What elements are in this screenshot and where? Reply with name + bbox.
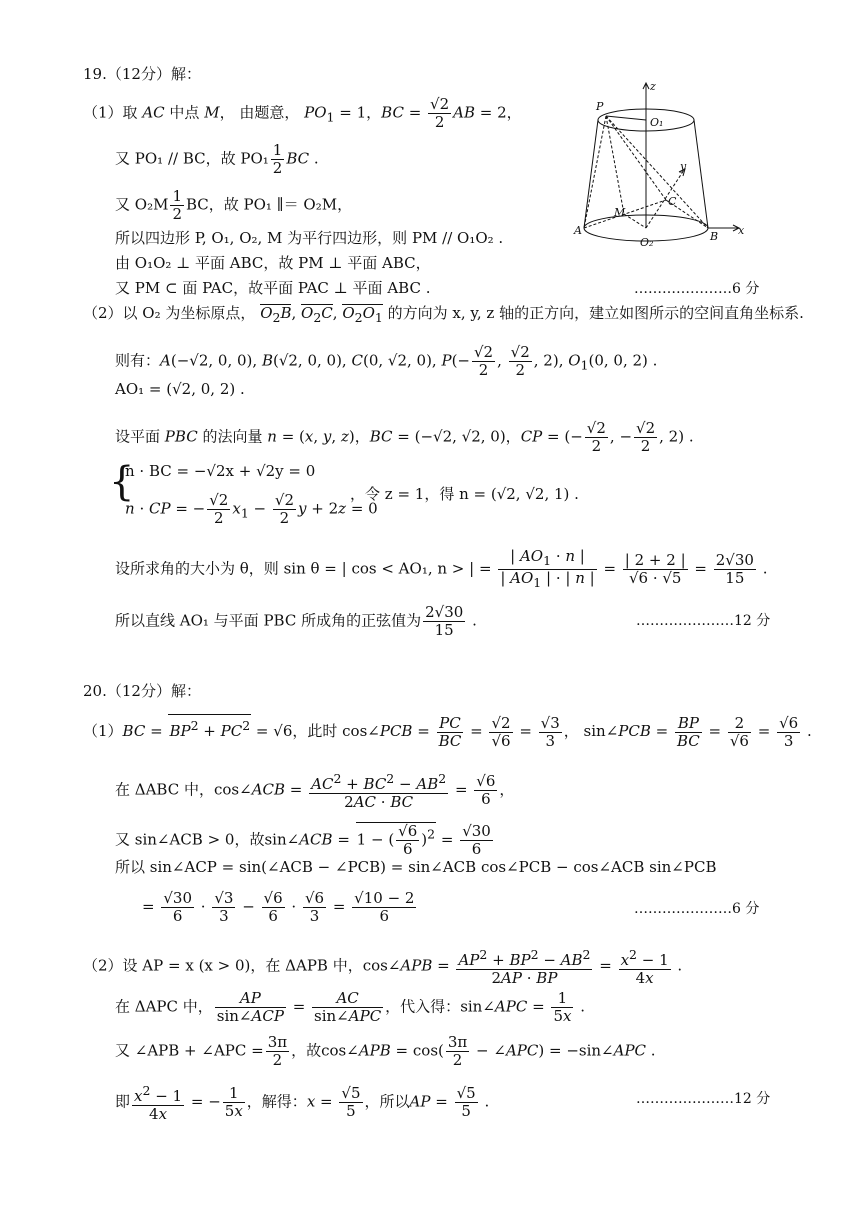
q20-p1-line2: 在 ΔABC 中，cos∠ACB = $\frac{AC^2 + BC^2 - AB^2}{2AC \cdot BC}$ = $\frac{√6}{6}$ ， xyxy=(115,771,515,811)
q19-p1-line5: 由 O₁O₂ ⊥ 平面 ABC，故 PM ⊥ 平面 ABC， xyxy=(115,254,431,272)
q20-p2-line3: 又 ∠APB + ∠APC = $\frac{3\pi}{2}$ ，故cos∠APB = cos( $\frac{3\pi}{2}$ − ∠APC) = −sin∠APC . xyxy=(115,1033,656,1069)
q19-p1-line4: 所以四边形 P, O₁, O₂, M 为平行四边形，则 PM // O₁O₂ . xyxy=(115,229,504,247)
q19-header: 19.（12分）解： xyxy=(83,65,201,83)
q19-p2-normal: 设平面 PBC 的法向量 n = (x, y, z)，BC = (−√2, √2, 0)，CP = (− $\frac{√2}{2}$ , − $\frac{√2}{2}$ , 2) . xyxy=(115,419,694,455)
q19-score-6: …………………6 分 xyxy=(634,281,760,297)
system-brace: { xyxy=(109,459,135,505)
figure-label-p: P xyxy=(596,100,604,113)
q19-p1-line2: 又 PO₁ // BC，故 PO₁ $\frac{1}{2}$ BC . xyxy=(115,141,319,177)
q20-p1-line4: 所以 sin∠ACP = sin(∠ACB − ∠PCB) = sin∠ACB cos∠PCB − cos∠ACB sin∠PCB xyxy=(115,858,717,876)
q20-score-6: …………………6 分 xyxy=(634,901,760,917)
q19-p2-coords: 则有：A(−√2, 0, 0), B(√2, 0, 0), C(0, √2, 0), P(− $\frac{√2}{2}$ , $\frac{√2}{2}$ , 2), $O_1(0$, 0, 2) . xyxy=(115,343,658,379)
q19-system-solution: ，令 z = 1，得 n = (√2, √2, 1) . xyxy=(350,485,579,503)
figure-label-m: M xyxy=(614,206,626,219)
q20-score-12: …………………12 分 xyxy=(636,1091,771,1107)
figure-label-x: x xyxy=(738,224,745,237)
q19-conclusion: 所以直线 AO₁ 与平面 PBC 所成角的正弦值为 $\frac{2√30}{15}$ . xyxy=(115,603,477,639)
q20-p1-line1: $(1)BC = BP^2 + PC^2 = √6$，此时 cos∠PCB = $\frac{PC}{BC}$ = $\frac{√2}{√6}$ = $\frac{√3}{3}$ ， sin∠PCB = $\frac{BP}{BC}$ = $\frac{2}{√6}$ = $\frac{√6}{3}$ . xyxy=(83,713,812,750)
q19-p1-line3: 又 O₂M $\frac{1}{2}$ BC，故 PO₁ ∥＝ O₂M， xyxy=(115,187,353,223)
q20-header: 20.（12分）解： xyxy=(83,682,201,700)
figure-label-a: A xyxy=(574,224,582,237)
q20-p1-line5: = $\frac{√30}{6}$ · $\frac{√3}{3}$ − $\frac{√6}{6}$ · $\frac{√6}{3}$ = $\frac{√10 - 2}{6}$ xyxy=(142,889,415,925)
q20-p1-line3: 又 sin∠ACB > 0，故sin∠ACB = 1 − ( $\frac{√6}{6}$ )$^2$ = $\frac{√30}{6}$ xyxy=(115,822,491,858)
q19-p1-line1: （1）取 AC 中点 M， 由题意， $PO_1 = 1$，BC = $\frac{√2}{2}$ AB = 2， xyxy=(83,95,522,131)
q19-sine-calc: 设所求角的大小为 θ，则 sin θ = | cos < AO₁, n > | = $\frac{| AO_1 \cdot n |}{| AO_1 | \cdot | n |}$ = $\frac{| 2 + 2 |}{√6 \cdot √5}$ = $\frac{2√30}{15}$ . xyxy=(115,547,768,590)
figure-label-o1: O₁ xyxy=(650,116,664,129)
figure-label-z: z xyxy=(650,80,656,93)
figure-label-b: B xyxy=(710,230,719,243)
q19-p2-line1: （2）以 O₂ 为坐标原点， $O_2B$, $O_2C$, $O_2O_1$ 的方向为 x, y, z 轴的正方向，建立如图所示的空间直角坐标系. xyxy=(83,304,804,325)
q20-p2-line4: 即 $\frac{x^2 - 1}{4x}$ = − $\frac{1}{5x}$ ，解得：x = $\frac{√5}{5}$ ，所以AP = $\frac{√5}{5}$ . xyxy=(115,1083,490,1123)
q19-system-eq1: n · BC = −√2x + √2y = 0 xyxy=(125,462,316,480)
q20-p2-line2: 在 ΔAPC 中， $\frac{AP}{\text{sin∠ACP}}$ = $\frac{AC}{\text{sin∠APC}}$ ，代入得：sin∠APC = $\frac{1}{5x}$ . xyxy=(115,989,585,1025)
q19-p2-ao1: AO₁ = (√2, 0, 2) . xyxy=(115,380,245,398)
q19-p1-line6: 又 PM ⊂ 面 PAC，故平面 PAC ⊥ 平面 ABC . xyxy=(115,279,431,297)
q19-system-eq2: n · CP = − $\frac{√2}{2}$ $x_1$ − $\frac{√2}{2}$ y + 2z = 0 xyxy=(125,491,378,527)
figure-label-o2: O₂ xyxy=(640,236,654,249)
frustum-figure xyxy=(566,80,746,250)
q20-p2-line1: （2）设 AP = x (x > 0)，在 ΔAPB 中，cos∠APB = $\frac{AP^2 + BP^2 - AB^2}{2AP \cdot BP}$ = $\frac{x^2 - 1}{4x}$ . xyxy=(83,947,683,987)
q19-score-12: …………………12 分 xyxy=(636,613,771,629)
figure-label-c: C xyxy=(668,195,677,208)
figure-label-y: y xyxy=(680,160,687,173)
